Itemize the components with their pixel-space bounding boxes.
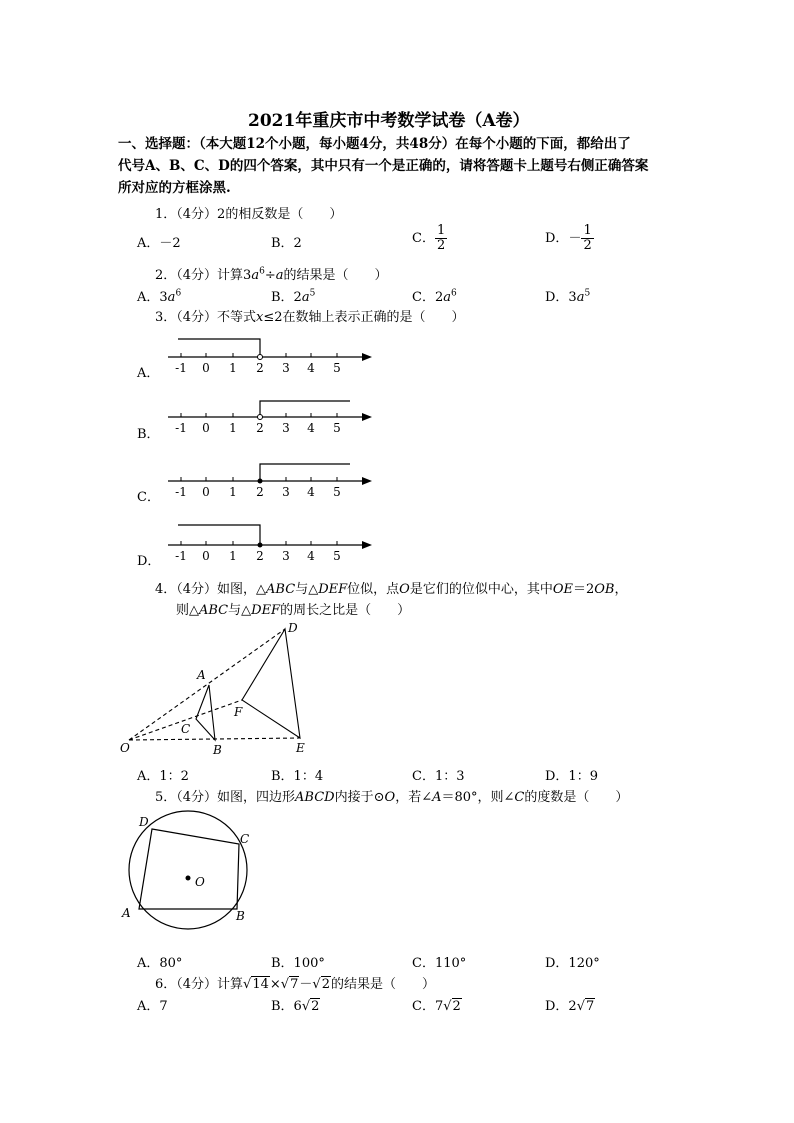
q5-option-c: C．110°: [412, 956, 467, 971]
q1-option-d-sign: －: [568, 231, 582, 246]
q1-option-d: [545, 224, 594, 253]
q6-c-label: C．7: [412, 999, 444, 1014]
q5-option-a: A．80°: [137, 956, 183, 971]
tick-label: 0: [202, 421, 210, 435]
q5-post: 的度数是（ ）: [524, 790, 629, 805]
q1-option-a: A．－2: [137, 236, 181, 251]
page-title: 2021年重庆市中考数学试卷（A卷）: [248, 111, 530, 131]
tick-label: 1: [229, 361, 237, 375]
q3-stem-post: ≤2在数轴上表示正确的是（ ）: [263, 310, 465, 325]
q4-l1-oe: OE: [552, 582, 573, 597]
tick-label: 2: [256, 485, 264, 499]
point-label-c: C: [240, 832, 250, 846]
triangle-abc: [196, 685, 215, 740]
point-label-d: D: [288, 621, 298, 635]
q5-o: O: [384, 790, 396, 805]
center-point-o: [186, 876, 191, 881]
q5-mid3: ＝80°，则∠: [441, 790, 515, 805]
q5-c: C: [514, 790, 525, 805]
q5-stem: [155, 786, 628, 805]
q4-stem-line-1: [155, 578, 628, 597]
q6-option-d: D．2√7: [545, 999, 595, 1014]
tick-label: 2: [256, 549, 264, 563]
q2-option-c: [412, 286, 457, 305]
q2-option-d: [545, 286, 590, 305]
q4-l2-abc: ABC: [199, 603, 229, 618]
tick-label: -1: [175, 549, 187, 563]
q1-option-d-denominator: 2: [583, 238, 592, 253]
q1-option-c: [412, 224, 447, 253]
q6-stem: 6．（4分）计算√14×√7－√2的结果是（ ）: [155, 977, 435, 992]
q3-number-lines: [160, 330, 380, 572]
q1-stem: 1．（4分）2的相反数是（ ）: [155, 207, 343, 222]
q2-option-a: [137, 286, 181, 305]
q6-b-radicand: 2: [311, 999, 320, 1014]
q4-option-a: A．1：2: [137, 769, 189, 784]
q4-option-b: B．1：4: [271, 769, 324, 784]
quadrilateral-abcd: [139, 829, 239, 909]
point-label-o: O: [195, 875, 205, 889]
q2-c-var: a: [443, 290, 451, 305]
q1-option-c-label: C．: [412, 231, 435, 246]
point-label-e: E: [296, 741, 305, 755]
tick-label: 1: [229, 421, 237, 435]
q6-d-label: D．2: [545, 999, 577, 1014]
q5-option-d: D．120°: [545, 956, 600, 971]
q4-l1-abc: ABC: [266, 582, 296, 597]
q3-option-d-label: D．: [137, 554, 161, 569]
tick-label: 4: [307, 421, 315, 435]
number-line-a: [168, 339, 372, 375]
q1-option-b: B．2: [271, 236, 302, 251]
q2-d-exp: 5: [584, 288, 591, 299]
q6-radicand-1: 14: [252, 977, 269, 992]
q2-stem-post: 的结果是（ ）: [283, 268, 388, 283]
q1-option-d-numerator: 1: [583, 223, 592, 238]
q2-stem-var: a: [251, 268, 260, 283]
q5-abcd: ABCD: [295, 790, 335, 805]
point-label-a: A: [197, 668, 206, 682]
tick-label: 2: [256, 361, 264, 375]
q4-l1-o: O: [399, 582, 410, 597]
point-label-o: O: [120, 741, 130, 755]
q4-l1-end: ，: [614, 582, 628, 597]
q6-c-radicand: 2: [452, 999, 461, 1014]
tick-label: 3: [282, 549, 290, 563]
tick-label: 1: [229, 485, 237, 499]
tick-label: 3: [282, 361, 290, 375]
number-line-b: [168, 401, 372, 435]
tick-label: 0: [202, 361, 210, 375]
q4-l2-mid: 与△: [228, 603, 252, 618]
q2-b-label: B．2: [271, 290, 302, 305]
q6-option-a: A．7: [137, 999, 168, 1014]
q5-mid: 内接于⊙: [334, 790, 385, 805]
number-line-d: [168, 525, 372, 563]
q5-a: A: [432, 790, 442, 805]
point-label-b: B: [236, 909, 245, 923]
q5-figure: [118, 808, 268, 936]
q5-option-b: B．100°: [271, 956, 325, 971]
tick-label: 0: [202, 485, 210, 499]
q4-l1-mid2: 位似，点: [347, 582, 400, 597]
q4-l2-def: DEF: [251, 603, 281, 618]
tick-label: 5: [333, 361, 341, 375]
q2-a-var: a: [167, 290, 176, 305]
tick-label: 0: [202, 549, 210, 563]
q3-stem-pre: 3．（4分）不等式: [155, 310, 257, 325]
q1-option-c-denominator: 2: [436, 238, 446, 253]
q6-times: ×: [269, 977, 281, 992]
q2-stem-var2: a: [275, 268, 284, 283]
tick-label: 5: [333, 421, 341, 435]
q4-l1-def: DEF: [318, 582, 348, 597]
q2-stem-mid: ÷: [264, 268, 276, 283]
q2-d-label: D．3: [545, 290, 577, 305]
q2-option-b: [271, 286, 315, 305]
q6-option-c: C．7√2: [412, 999, 461, 1014]
q4-figure: [118, 618, 328, 760]
q2-a-exp: 6: [175, 288, 182, 299]
q4-option-c: C．1：3: [412, 769, 465, 784]
q1-option-d-label: D．: [545, 231, 569, 246]
q2-a-label: A．3: [137, 290, 168, 305]
tick-label: 2: [256, 421, 264, 435]
tick-label: -1: [175, 485, 187, 499]
q5-mid2: ，若∠: [395, 790, 433, 805]
q4-stem-line-2: [176, 599, 410, 618]
q3-option-b-label: B．: [137, 427, 160, 442]
point-label-b: B: [213, 743, 222, 757]
q6-radicand-3: 2: [321, 977, 330, 992]
tick-label: 3: [282, 485, 290, 499]
q3-option-a-label: A．: [137, 366, 160, 381]
q2-c-exp: 6: [450, 288, 457, 299]
q4-option-d: D．1：9: [545, 769, 598, 784]
section-line-1: 一、选择题：（本大题12个小题，每小题4分，共48分）在每个小题的下面，都给出了: [118, 136, 631, 152]
number-line-c: [168, 464, 372, 499]
q3-stem: [155, 306, 465, 325]
tick-label: 1: [229, 549, 237, 563]
section-line-3: 所对应的方框涂黑.: [118, 180, 231, 196]
point-label-d: D: [139, 815, 149, 829]
section-line-2: 代号A、B、C、D的四个答案，其中只有一个是正确的，请将答题卡上题号右侧正确答案: [118, 158, 649, 174]
q1-option-c-numerator: 1: [436, 223, 446, 238]
tick-label: -1: [175, 421, 187, 435]
q2-c-label: C．2: [412, 290, 444, 305]
q6-option-b: B．6√2: [271, 999, 320, 1014]
tick-label: 4: [307, 549, 315, 563]
q4-l1-mid: 与△: [295, 582, 319, 597]
q6-minus: －: [299, 977, 313, 992]
point-label-f: F: [234, 705, 243, 719]
q6-d-radicand: 7: [586, 999, 595, 1014]
tick-label: 3: [282, 421, 290, 435]
dashed-line-od: [129, 629, 285, 740]
q2-stem-exp: 6: [259, 266, 265, 277]
tick-label: -1: [175, 361, 187, 375]
q6-post: 的结果是（ ）: [330, 977, 435, 992]
q4-l1-eq: ＝2: [572, 582, 595, 597]
q2-b-var: a: [301, 290, 310, 305]
tick-label: 5: [333, 549, 341, 563]
q6-pre: 6．（4分）计算: [155, 977, 244, 992]
q6-b-label: B．6: [271, 999, 302, 1014]
tick-label: 4: [307, 485, 315, 499]
q4-l1-mid3: 是它们的位似中心，其中: [409, 582, 553, 597]
q4-l2-post: 的周长之比是（ ）: [280, 603, 411, 618]
q4-l1-pre: 4．（4分）如图，△: [155, 582, 267, 597]
q2-stem-pre: 2．（4分）计算3: [155, 268, 252, 283]
point-label-c: C: [181, 722, 191, 736]
point-label-a: A: [122, 906, 131, 920]
q3-stem-var: x: [256, 310, 264, 325]
q2-d-var: a: [576, 290, 585, 305]
tick-label: 4: [307, 361, 315, 375]
q2-b-exp: 5: [309, 288, 316, 299]
q5-pre: 5．（4分）如图，四边形: [155, 790, 296, 805]
q4-l1-ob: OB: [594, 582, 615, 597]
q4-l2-pre: 则△: [176, 603, 199, 618]
q2-stem: [155, 264, 388, 283]
section-instructions: [118, 133, 678, 199]
tick-label: 5: [333, 485, 341, 499]
q3-option-c-label: C．: [137, 490, 160, 505]
q6-radicand-2: 7: [290, 977, 299, 992]
triangle-def: [242, 629, 300, 738]
